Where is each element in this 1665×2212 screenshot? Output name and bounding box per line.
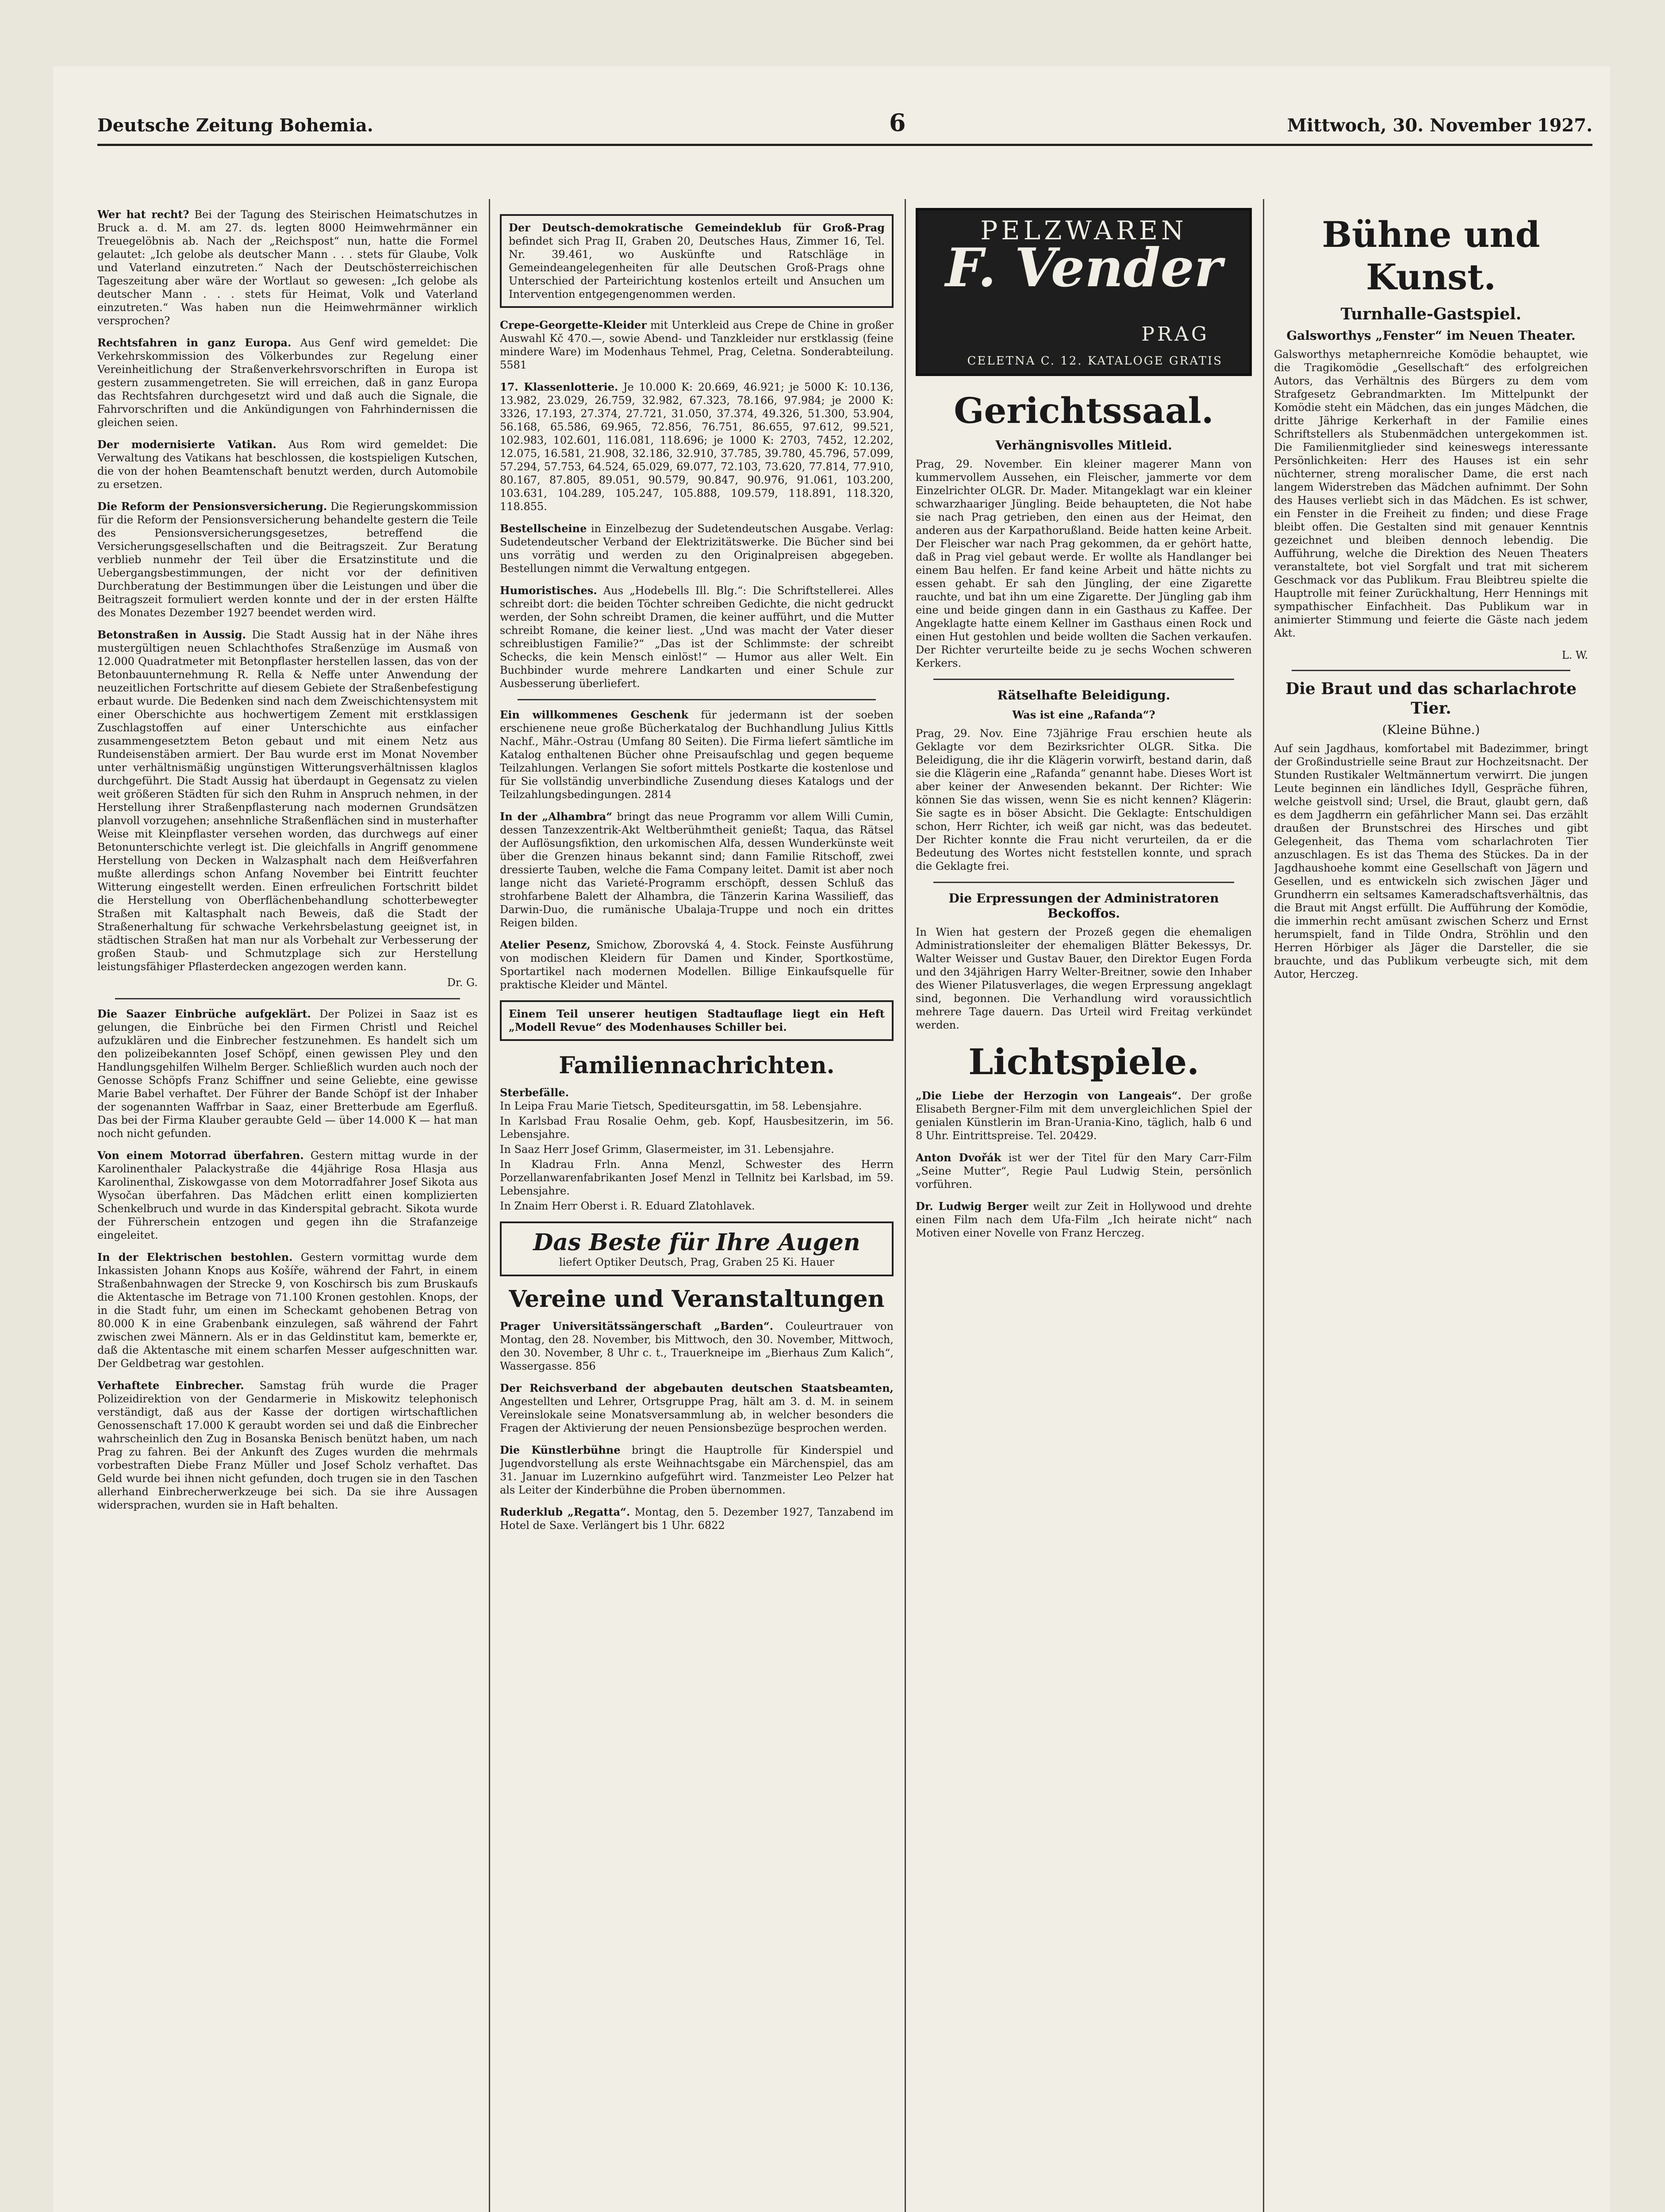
article-body: mit Unterkleid aus Crepe de Chine in großer Auswahl Kč 470.—, sowie Abend- und Tanzkleider nur erstklassig (feine mindere Ware) im Modenhaus Tehmel, Prag, Celetna. Sonderabteilung. 5581 bbox=[500, 319, 894, 371]
article-subheadline: Was ist eine „Rafanda“? bbox=[1012, 708, 1155, 721]
article-headline: Verhängnisvolles Mitleid. bbox=[995, 438, 1172, 453]
news-item bbox=[916, 1200, 1252, 1240]
article-headline: Einem Teil unserer heutigen Stadtauflage liegt ein Heft „Modell Revue“ des Modenhauses Schiller bei. bbox=[509, 1007, 885, 1033]
article-body: Der Polizei in Saaz ist es gelungen, die Einbrüche bei den Firmen Christl und Reichel aufzuklären und die Einbrecher festzunehmen. Es handelt sich um den polizeibekannten Josef Schöpf, einen gewissen Pley und den Handlungsgehilfen Wilhelm Berger. Schließlich wurden auch noch der Genosse Schöpfs Franz Schiffner und seine Geliebte, eine gewisse Marie Babel verhaftet. Der Führer der Bande Schöpf ist der Inhaber der sogenannten Waffrbar in Saaz, einer Bretterbude am Egerfluß. Das bei der Firma Klauber geraubte Geld — über 14.000 K — hat man noch nicht gefunden. bbox=[97, 1008, 478, 1140]
article-body: Smichow, Zborovská 4, 4. Stock. Feinste Ausführung von modischen Kleidern für Damen und Kinder, Sportkostüme, Sportartikel nach modernen Modellen. Billige Einkaufsquelle für praktische Kleider und Mäntel. bbox=[500, 939, 894, 991]
article-body: Couleurtrauer von Montag, den 28. November, bis Mittwoch, den 30. November, Mittwoch, den 30. November, 8 Uhr c. t., Trauerkneipe im „Bierhaus Zum Kalich“, Wassergasse. 856 bbox=[500, 1320, 894, 1372]
divider bbox=[115, 998, 460, 999]
news-item bbox=[97, 208, 478, 327]
divider bbox=[518, 699, 876, 700]
fur-ad-line: PELZWAREN bbox=[980, 215, 1187, 246]
article-body: In Wien hat gestern der Prozeß gegen die ehemaligen Administrationsleiter der ehemaligen Blätter Bekessys, Dr. Walter Weisser und Gustav Bauer, den Direktor Eugen Forda und den 34jährigen Harry Welter-Breitner, sowie den Inhaber des Wiener Pilatusverlages, die wegen Erpressung angeklagt sind, begonnen. Die Verhandlung wird voraussichtlich mehrere Tage dauern. Das Urteil wird Freitag verkündet werden. bbox=[916, 926, 1252, 1031]
news-item bbox=[97, 438, 478, 491]
article-body: Die Stadt Aussig hat in der Nähe ihres mustergültigen neuen Schlachthofes Straßenzüge im Ausmaß von 12.000 Quadratmeter mit Betonpflaster herstellen lassen, das von der Betonbauunternehmung R. Rella & Neffe unter Anwendung der neuzeitlichen Fortschritte auf diesem Gebiete der Straßenbefestigung erbaut wurde. Die Bedenken sind nach dem Zweischichtensystem mit einer Oberschichte aus hochwertigem Zement mit erstklassigen Zuschlagstoffen auf einer Unterschichte aus einfacher zusammengesetztem Beton gebaut und mit einem Netz aus Rundeisenstäben armiert. Der Bau wurde erst im Monat November unter verhältnismäßig ungünstigen Witterungsverhältnissen klaglos durchgeführt. Die Stadt Aussig hat überdaupt in Gegensatz zu vielen weit größeren Städten für sich den Ruhm in Anspruch nehmen, in der Herstellung ihrer Straßenpflasterung nach modernen Grundsätzen planvoll vorzugehen; ansehnliche Straßenflächen sind in musterhafter Weise mit Kleinpflaster versehen worden, das durchwegs auf einer Betonunterschichte verlegt ist. Die gleichfalls in Angriff genommene Herstellung von Decken in Walzasphalt nach dem Heißverfahren mußte allerdings schon Anfang November bei Eintritt feuchter Witterung eingestellt werden. Einen erfreulichen Fortschritt bildet die Herstellung von Oberflächenbehandlung schotterbewegter Straßen mit Kaltasphalt nach Beweis, daß die Stadt der Straßenerhaltung für schwache Verkehrsbelastung geeignet ist, in städtischen Straßen hat man nur als Vorbehalt zur Verbesserung der großen Staub- und Schmutzplage sich zur Herstellung leistungsfähiger Pflasterdecken angezogen werden kann. bbox=[97, 629, 478, 973]
article-body: Gestern mittag wurde in der Karolinenthaler Palackystraße die 44jährige Rosa Hlasja aus Karolinenthal, Ziskowgasse von dem Motorradfahrer Josef Sikota aus Wysočan überfahren. Das Mädchen erlitt einen komplizierten Schenkelbruch und wurde in das Kinderspital gebracht. Sikota wurde der Führerschein entzogen und gegen ihn die Strafanzeige eingeleitet. bbox=[97, 1149, 478, 1241]
theater-review-title: Turnhalle-Gastspiel. bbox=[1340, 305, 1522, 323]
second-review-body: Auf sein Jagdhaus, komfortabel mit Badezimmer, bringt der Großindustrielle seine Braut zur Hochzeitsnacht. Der Stunden Rustikaler Weltmännertum verwirrt. Die jungen Leute beginnen ein ländliches Idyll, Gespräche führen, welche geistvoll sind; Ursel, die Braut, glaubt gern, daß es dem Jagdherrn ein gefährlicher Mann sei. Das erzählt draußen der Brunstschrei des Hirsches und gibt Gelegenheit, das Thema vom scharlachroten Tier anzuschlagen. Es ist das Thema des Stückes. Da in der Jagdhaushoehe kommt eine Gesellschaft von Jägern und Gesellen, und es entwickeln sich zwischen Jäger und Grundherrn ein seltsames Kameradschaftsverhältnis, das die Braut mit Angst erfüllt. Die Aufführung der Komödie, die immerhin recht amüsant zwischen Scherz und Ernst herumspielt, fand in Tilde Ondra, Ströhlin und den Herren Hörbiger als Jäger die Darsteller, die sie brauchte, und das Publikum verbeugte sich, mit dem Autor, Herczeg. bbox=[1274, 742, 1588, 980]
article-headline: Der Deutsch-demokratische Gemeindeklub für Groß-Prag bbox=[509, 221, 885, 234]
news-item bbox=[97, 500, 478, 619]
article-body: Je 10.000 K: 20.669, 46.921; je 5000 K: 10.136, 13.982, 23.029, 26.759, 32.982, 67.323, 78.166, 97.984; je 2000 K: 3326, 17.193, 27.374, 27.721, 31.050, 37.374, 49.326, 51.300, 53.904, 56.168, 65.586, 69.965, 72.856, 76.751, 86.655, 97.612, 99.521, 102.983, 102.601, 116.081, 118.696; je 1000 K: 2703, 7452, 12.202, 12.075, 16.581, 21.908, 32.186, 32.910, 37.785, 39.780, 45.796, 57.099, 57.294, 57.753, 64.524, 65.029, 69.077, 72.103, 73.620, 77.814, 77.910, 80.167, 87.805, 89.051, 90.579, 90.847, 90.976, 91.061, 103.200, 103.631, 104.289, 105.247, 105.888, 109.579, 118.891, 118.320, 118.855. bbox=[500, 381, 894, 513]
article-headline: Anton Dvořák bbox=[916, 1151, 1001, 1164]
article-body: Prag, 29. November. Ein kleiner magerer Mann von kummervollem Aussehen, ein Fleischer, jammerte vor dem Einzelrichter OLGR. Dr. Mader. Mitangeklagt war ein kleiner schwarzhaariger Jüngling. Beide behaupteten, die Not habe sie nach Prag getrieben, den einen aus der Heimat, den anderen aus der Karpathorußland. Beide hatten keine Arbeit. Der Fleischer war nach Prag gekommen, da er gehört hatte, daß in Prag viel gebaut werde. Er wollte als Handlanger bei einem Bau helfen. Er fand keine Arbeit und hätte nichts zu essen gehabt. Er sah den Jüngling, der eine Zigarette rauchte, und bat ihn um eine Zigarette. Der Jüngling gab ihm eine und beide gingen dann in ein Gasthaus zu Kaffee. Der Angeklagte hatte einem Kellner im Gasthaus einen Rock und einen Hut gestohlen und beide wollten die Sachen verkaufen. Der Richter verurteilte beide zu je sechs Wochen schweren Kerkers. bbox=[916, 458, 1252, 669]
article-headline: Verhaftete Einbrecher. bbox=[97, 1379, 244, 1392]
article-headline: Von einem Motorrad überfahren. bbox=[97, 1149, 304, 1162]
fur-ad-address: CELETNA C. 12. KATALOGE GRATIS bbox=[967, 354, 1223, 368]
news-item bbox=[916, 1089, 1252, 1142]
article-body: Prag, 29. Nov. Eine 73jährige Frau erschien heute als Geklagte vor dem Bezirksrichter OLGR. Sitka. Die Beleidigung, die ihr die Klägerin vorwirft, bestand darin, daß sie die Klägerin eine „Rafanda“ genannt habe. Dieses Wort ist aber keiner der Anwesenden bekannt. Der Richter: Wie können Sie das wissen, wenn Sie es nicht kennen? Klägerin: Sie sagte es in böser Absicht. Die Geklagte: Entschuldigen schon, Herr Richter, ich weiß gar nicht, was das bedeutet. Der Richter konnte die Frau nicht verurteilen, da er die Bedeutung des Wortes nicht feststellen konnte, und sprach die Geklagte frei. bbox=[916, 727, 1252, 872]
article-headline: Wer hat recht? bbox=[97, 208, 189, 221]
news-item bbox=[500, 708, 894, 801]
optician-ad-title: Das Beste für Ihre Augen bbox=[533, 1229, 860, 1256]
article-headline: Atelier Pesenz, bbox=[500, 938, 591, 951]
news-item bbox=[97, 336, 478, 429]
column-3 bbox=[916, 208, 1252, 2212]
article-headline: Ruderklub „Regatta“. bbox=[500, 1505, 630, 1518]
article-headline: Humoristisches. bbox=[500, 584, 597, 597]
article-headline: Der modernisierte Vatikan. bbox=[97, 438, 276, 451]
article-signature: L. W. bbox=[1561, 649, 1588, 661]
newspaper-page bbox=[53, 66, 1610, 2212]
article-body: Der große Elisabeth Bergner-Film mit dem unvergleichlichen Spiel der genialen Künstlerin im Bran-Urania-Kino, täglich, halb 6 und 8 Uhr. Eintrittspreise. Tel. 20429. bbox=[916, 1090, 1252, 1142]
news-item bbox=[500, 1382, 894, 1435]
article-body: weilt zur Zeit in Hollywood und drehte einen Film nach dem Ufa-Film „Ich heirate nicht“ nach Motiven einer Novelle von Franz Herczeg. bbox=[916, 1200, 1252, 1239]
article-body: in Einzelbezug der Sudetendeutschen Ausgabe. Verlag: Sudetendeutscher Verband der Elektrizitätswerke. Die Bücher sind bei uns vorrätig und werden zu den Originalpreisen abgegeben. Bestellungen nimmt die Verwaltung entgegen. bbox=[500, 522, 894, 575]
article-body: bringt das neue Programm vor allem Willi Cumin, dessen Tanzexzentrik-Akt Weltberühmtheit genießt; Taqua, das Rätsel der Auflösungsfiktion, den urkomischen Alfa, dessen Wunderkünste weit über die Grenzen hinaus bekannt sind; dann Familie Ritschoff, zwei dressierte Tauben, welche die Fama Company leitet. Damit ist aber noch lange nicht das Varieté-Programm erschöpft, dessen Schluß das strohfarbene Balett der Alhambra, die Tänzerin Karina Wassilieff, das Darwin-Duo, die rumänische Ubalaja-Truppe und noch ein drittes Reigen bilden. bbox=[500, 810, 894, 929]
news-item bbox=[500, 1320, 894, 1373]
column-rule bbox=[1263, 199, 1264, 2212]
news-item bbox=[500, 1505, 894, 1532]
article-headline: Der Reichsverband der abgebauten deutschen Staatsbeamten, bbox=[500, 1382, 894, 1394]
news-item bbox=[500, 319, 894, 372]
cinema-section-title: Lichtspiele. bbox=[968, 1041, 1199, 1083]
article-body: Bei der Tagung des Steirischen Heimatschutzes in Bruck a. d. M. am 27. ds. legten 8000 Heimwehrmänner ein Treuegelöbnis ab. Nach der „Reichspost“ nun, hatte die Formel gelautet: „Ich gelobe als deutscher Mann . . . stets für Glaube, Volk und Vaterland einzutreten.“ Nach der Deutschösterreichischen Tageszeitung aber wäre der Wortlaut so gewesen: „Ich gelobe als deutscher Mann . . . stets für Heimat, Volk und Vaterland einzutreten.“ Was haben nun die Heimwehrmänner wirklich versprochen? bbox=[97, 208, 478, 327]
article-body: Aus „Hodebells Ill. Blg.“: Die Schriftstellerei. Alles schreibt dort: die beiden Töchter schreiben Gedichte, die nicht gedruckt werden, der Sohn schreibt Dramen, die keiner aufführt, und die Mutter schreibt Romane, die keiner liest. „Und was macht der Vater dieser schreiblustigen Familie?“ „Das ist der Schlimmste: der schreibt Schecks, die kein Mensch einlöst!“ — Humor aus aller Welt. Ein Buchbinder wurde mehrere Landkarten und einer Schule zur Ausbesserung überliefert. bbox=[500, 584, 894, 690]
article-body: Samstag früh wurde die Prager Polizeidirektion von der Gendarmerie in Miskowitz telephonisch verständigt, daß aus der Kasse der dortigen wirtschaftlichen Genossenschaft 17.000 K geraubt worden sei und daß die Einbrecher wahrscheinlich den Zug in Bosanska Benisch benützt haben, um nach Prag zu fahren. Bei der Ankunft des Zuges wurden die mehrmals vorbestraften Diebe Franz Müller und Josef Scholz verhaftet. Das Geld wurde bei ihnen nicht gefunden, doch trugen sie in den Taschen allerhand Einbrecherwerkzeuge bei sich. Da sie ihre Aussagen widersprachen, wurden sie in Haft behalten. bbox=[97, 1379, 478, 1511]
notice-box bbox=[500, 214, 894, 308]
article-headline: In der „Alhambra“ bbox=[500, 810, 613, 823]
divider bbox=[1292, 670, 1570, 671]
page-number: 6 bbox=[889, 108, 906, 137]
family-news bbox=[500, 1086, 894, 1213]
family-entry: In Kladrau Frln. Anna Menzl, Schwester des Herrn Porzellanwarenfabrikanten Josef Menzl in Tellnitz bei Karlsbad, im 59. Lebensjahre. bbox=[500, 1158, 894, 1197]
article-signature: Dr. G. bbox=[447, 976, 478, 989]
article-headline: Die Saazer Einbrüche aufgeklärt. bbox=[97, 1007, 311, 1020]
fur-ad-brand: F. Vender bbox=[945, 237, 1222, 299]
column-1 bbox=[97, 208, 478, 2212]
news-item bbox=[500, 584, 894, 690]
arts-section-title: Bühne und Kunst. bbox=[1322, 214, 1540, 298]
article-headline: Die Reform der Pensionsversicherung. bbox=[97, 500, 327, 513]
news-item bbox=[97, 1379, 478, 1512]
optician-ad-text: liefert Optiker Deutsch, Prag, Graben 25 Ki. Hauer bbox=[559, 1256, 835, 1268]
optician-ad bbox=[500, 1221, 894, 1276]
lottery-results bbox=[500, 380, 894, 513]
column-4 bbox=[1274, 208, 1588, 2212]
divider bbox=[933, 679, 1234, 680]
fur-shop-ad bbox=[916, 208, 1252, 376]
article-headline: 17. Klassenlotterie. bbox=[500, 380, 618, 393]
family-news-subtitle: Sterbefälle. bbox=[500, 1086, 569, 1099]
second-review-subtitle: (Kleine Bühne.) bbox=[1382, 722, 1480, 737]
family-entry: In Karlsbad Frau Rosalie Oehm, geb. Kopf, Hausbesitzerin, im 56. Lebensjahre. bbox=[500, 1115, 894, 1141]
article-body: Gestern vormittag wurde dem Inkassisten Johann Knops aus Košíře, während der Fahrt, in einem Straßenbahnwagen der Strecke 9, von Koschirsch bis zum Bruskaufs die Aktentasche im Betrage von 71.100 Kronen gestohlen. Knops, der in die Stadt fuhr, um einen im Scheckamt gehobenen Betrag von 80.000 K in eine Grabenbank einzulegen, saß während der Fahrt zwischen zwei Männern. Als er in das Geldinstitut kam, bemerkte er, daß die Aktentasche mit einem scharfen Messer aufgeschnitten war. Der Geldbetrag war gestohlen. bbox=[97, 1251, 478, 1370]
article-headline: Dr. Ludwig Berger bbox=[916, 1200, 1028, 1213]
article-headline: Die Künstlerbühne bbox=[500, 1444, 621, 1456]
article-body: befindet sich Prag II, Graben 20, Deutsches Haus, Zimmer 16, Tel. Nr. 39.461, wo Auskünfte und Ratschläge in Gemeindeangelegenheiten für alle Deutschen Groß-Prags ohne Unterschied der Parteirichtung kostenlos erteilt und Ansuchen um Intervention entgegengenommen werden. bbox=[509, 235, 885, 300]
fur-ad-city: PRAG bbox=[1141, 323, 1209, 346]
theater-review-subtitle: Galsworthys „Fenster“ im Neuen Theater. bbox=[1286, 328, 1576, 343]
column-rule bbox=[905, 199, 906, 2212]
article-headline: Rechtsfahren in ganz Europa. bbox=[97, 336, 292, 349]
news-item bbox=[500, 1444, 894, 1497]
second-review-title: Die Braut und das scharlachrote Tier. bbox=[1285, 680, 1577, 718]
news-item bbox=[500, 522, 894, 575]
page-header bbox=[97, 106, 1592, 146]
news-item bbox=[97, 1149, 478, 1242]
article-headline: Betonstraßen in Aussig. bbox=[97, 628, 246, 641]
insert-notice-box bbox=[500, 1000, 894, 1041]
article-body: Aus Genf wird gemeldet: Die Verkehrskommission des Völkerbundes zur Regelung einer Vereinheitlichung der Straßenverkehrsvorschriften in Europa ist gestern zusammengetreten. Sie will erreichen, daß in ganz Europa das Rechtsfahren durchgesetzt wird und daß auch die Signale, die Fahrvorschriften und die Ankündigungen von Fahrhindernissen die gleichen seien. bbox=[97, 337, 478, 429]
article-body: Die Regierungskommission für die Reform der Pensionsversicherung behandelte gestern die Teile des Pensionsversicherungsgesetzes, betreffend die Versicherungsgesellschaften und die Beitragszeit. Zur Beratung verblieb nunmehr der Teil über die Ersatzinstitute und die Uebergangsbestimmungen, der nicht vor der definitiven Durchberatung der Bestimmungen über die Leistungen und über die Beitragszeit formuliert werden konnte und der in der ersten Hälfte des Monates Dezember 1927 beendet werden wird. bbox=[97, 500, 478, 619]
article-body: Aus Rom wird gemeldet: Die Verwaltung des Vatikans hat beschlossen, die kostspieligen Kutschen, die von der hohen Beamtenschaft benutzt werden, durch Automobile zu ersetzen. bbox=[97, 438, 478, 491]
article-headline: Prager Universitätssängerschaft „Barden“. bbox=[500, 1320, 774, 1333]
divider bbox=[933, 882, 1234, 883]
news-item bbox=[916, 1151, 1252, 1191]
news-item bbox=[500, 810, 894, 929]
column-rule bbox=[489, 199, 490, 2212]
news-item bbox=[500, 938, 894, 991]
news-item bbox=[97, 1007, 478, 1140]
masthead-title: Deutsche Zeitung Bohemia. bbox=[97, 115, 373, 136]
article-body: Angestellten und Lehrer, Ortsgruppe Prag, hält am 3. d. M. in seinem Vereinslokale seine Monatsversammlung ab, in welcher besonders die Fragen der Aktivierung der neuen Pensionsbezüge besprochen werden. bbox=[500, 1395, 894, 1434]
news-item bbox=[97, 1251, 478, 1370]
article-headline: Die Erpressungen der Administratoren Beckoffos. bbox=[948, 891, 1219, 921]
issue-date: Mittwoch, 30. November 1927. bbox=[1287, 115, 1592, 136]
article-body: ist wer der Titel für den Mary Carr-Film „Seine Mutter“, Regie Paul Ludwig Stein, persönlich vorführen. bbox=[916, 1152, 1252, 1190]
family-entry: In Znaim Herr Oberst i. R. Eduard Zlatohlavek. bbox=[500, 1200, 755, 1212]
family-entry: In Leipa Frau Marie Tietsch, Spediteursgattin, im 58. Lebensjahre. bbox=[500, 1100, 862, 1112]
theater-review-body: Galsworthys metaphernreiche Komödie behauptet, wie die Tragikomödie „Gesellschaft“ des erfolgreichen Autors, das Verhältnis des Bürgers zu dem vom Strafgesetz Gebrandmarkten. Im Mittelpunkt der Komödie steht ein Mädchen, das ein junges Mädchen, die dritte Jährige Kerkerhaft in der Familie eines Schriftstellers als Stubenmädchen untergekommen ist. Die Familienmitglieder sind keineswegs interessante Persönlichkeiten: Herr des Hauses ist ein sehr nüchterner, streng moralischer Dame, die erst nach langem Widerstreben das Mädchen aufnimmt. Der Sohn des Hauses verliebt sich in das Mädchen. Es ist schwer, ein Fenster in die Freiheit zu finden; und diese Frage bleibt offen. Die Gestalten sind mit genauer Kenntnis gezeichnet und bleiben dennoch lebendig. Die Aufführung, welche die Direktion des Neuen Theaters veranstaltete, bot viel Sorgfalt und trat mit sicherem Geschmack vor das Publikum. Frau Bleibtreu spielte die Hauptrolle mit feiner Zurückhaltung, Herr Hennings mit sympathischer Einfachheit. Das Publikum war in animierter Stimmung und feierte die Gäste nach jedem Akt. bbox=[1274, 348, 1588, 639]
column-2 bbox=[500, 208, 894, 2212]
family-news-title: Familiennachrichten. bbox=[559, 1052, 835, 1079]
article-headline: In der Elektrischen bestohlen. bbox=[97, 1251, 293, 1263]
article-headline: Crepe-Georgette-Kleider bbox=[500, 319, 647, 331]
article-body: Montag, den 5. Dezember 1927, Tanzabend im Hotel de Saxe. Verlängert bis 1 Uhr. 6822 bbox=[500, 1506, 894, 1532]
article-body: bringt die Hauptrolle für Kinderspiel und Jugendvorstellung als erste Weihnachtsgabe ein Märchenspiel, das am 31. Januar im Luzernkino aufgeführt wird. Tanzmeister Leo Pelzer hat als Leiter der Kinderbühne die Proben übernommen. bbox=[500, 1444, 894, 1496]
article-headline: „Die Liebe der Herzogin von Langeais“. bbox=[916, 1089, 1182, 1102]
vereine-title: Vereine und Veranstaltungen bbox=[509, 1286, 885, 1313]
article-headline: Ein willkommenes Geschenk bbox=[500, 708, 689, 721]
family-entry: In Saaz Herr Josef Grimm, Glasermeister, im 31. Lebensjahre. bbox=[500, 1143, 834, 1156]
court-section-title: Gerichtssaal. bbox=[954, 390, 1214, 431]
article-body: für jedermann ist der soeben erschienene neue große Bücherkatalog der Buchhandlung Julius Kittls Nachf., Mähr.-Ostrau (Umfang 80 Seiten). Die Firma liefert sämtliche im Katalog enthaltenen Bücher ohne Preisaufschlag und gegen bequeme Teilzahlungen. Verlangen Sie sofort mittels Postkarte die kostenlose und für Sie vollständig unverbindliche Zusendung dieses Katalogs und der Teilzahlungsbedingungen. 2814 bbox=[500, 709, 894, 801]
news-item bbox=[97, 628, 478, 989]
article-headline: Bestellscheine bbox=[500, 522, 587, 535]
article-headline: Rätselhafte Beleidigung. bbox=[997, 688, 1170, 703]
